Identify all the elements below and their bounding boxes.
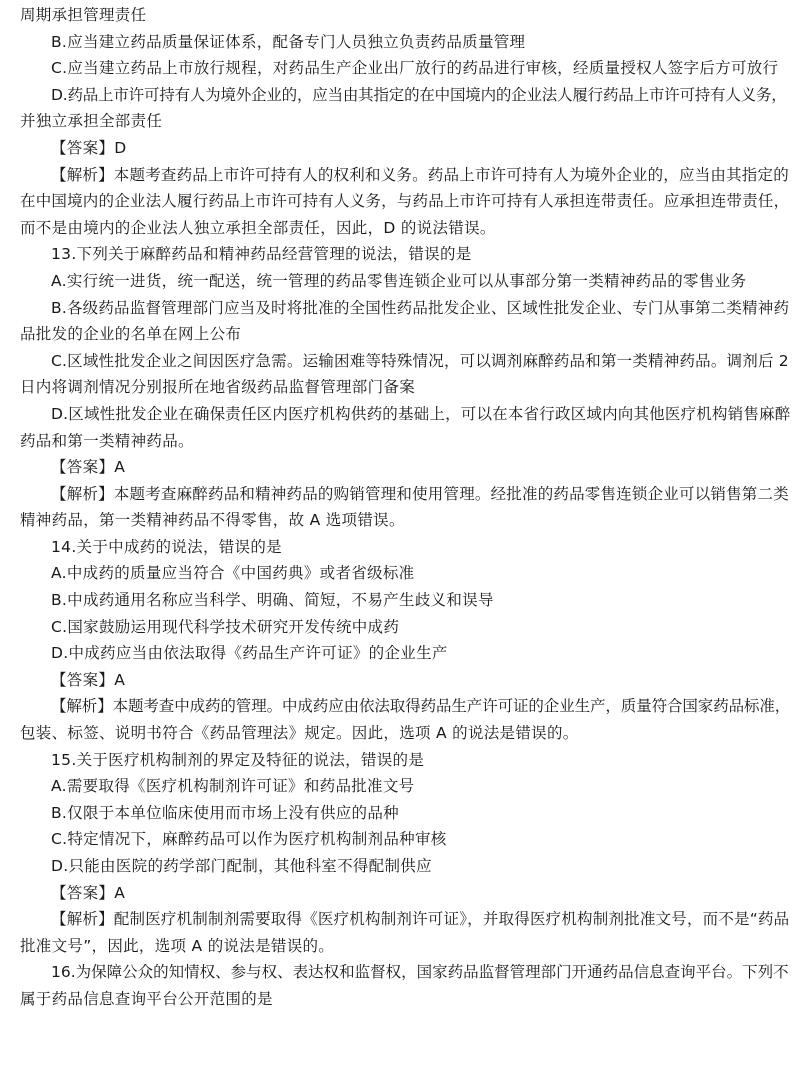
text-line: 【答案】D	[51, 138, 127, 157]
text-line: B.应当建立药品质量保证体系，配备专门人员独立负责药品质量管理	[51, 32, 526, 51]
text-line: 【解析】本题考查中成药的管理。中成药应由依法取得药品生产许可证的企业生产，质量符合国家药品标准，	[51, 697, 790, 716]
text-line: 13.下列关于麻醉药品和精神药品经营管理的说法，错误的是	[51, 245, 472, 264]
text-line: 在中国境内的企业法人履行药品上市许可持有人义务，与药品上市许可持有人承担连带责任。应承担连带责任，	[20, 192, 790, 211]
text-line: 14.关于中成药的说法，错误的是	[51, 537, 282, 556]
text-line: 包装、标签、说明书符合《药品管理法》规定。因此，选项 A 的说法是错误的。	[20, 724, 579, 743]
text-line: D.药品上市许可持有人为境外企业的，应当由其指定的在中国境内的企业法人履行药品上市许可持有人义务，	[51, 85, 787, 104]
document-page	[20, 2, 790, 1013]
text-line: 精神药品，第一类精神药品不得零售，故 A 选项错误。	[20, 511, 405, 530]
text-line: A.实行统一进货，统一配送，统一管理的药品零售连锁企业可以从事部分第一类精神药品的零售业务	[51, 271, 747, 290]
text-line: 周期承担管理责任	[20, 6, 147, 24]
text-line: D.中成药应当由依法取得《药品生产许可证》的企业生产	[51, 644, 448, 663]
text-line: 15.关于医疗机构制剂的界定及特征的说法，错误的是	[51, 750, 425, 769]
text-line: 【答案】A	[51, 883, 126, 902]
text-line: A.需要取得《医疗机构制剂许可证》和药品批准文号	[51, 777, 415, 796]
text-line: B.各级药品监督管理部门应当及时将批准的全国性药品批发企业、区域性批发企业、专门从事第二类精神药	[51, 298, 790, 317]
text-line: C.应当建立药品上市放行规程，对药品生产企业出厂放行的药品进行审核，经质量授权人签字后方可放行	[51, 59, 779, 78]
text-line: 属于药品信息查询平台公开范围的是	[20, 989, 273, 1008]
text-line: A.中成药的质量应当符合《中国药典》或者省级标准	[51, 564, 415, 583]
text-line: 批准文号”，因此，选项 A 的说法是错误的。	[20, 936, 335, 955]
text-line: 【解析】配制医疗机制制剂需要取得《医疗机构制剂许可证》，并取得医疗机构制剂批准文号，而不是“药品	[51, 910, 790, 929]
text-line: 日内将调剂情况分别报所在地省级药品监督管理部门备案	[20, 378, 416, 397]
text-line: 并独立承担全部责任	[20, 112, 163, 131]
text-line: B.仅限于本单位临床使用而市场上没有供应的品种	[51, 803, 399, 822]
text-line: 【解析】本题考查麻醉药品和精神药品的购销管理和使用管理。经批准的药品零售连锁企业可以销售第二类	[51, 484, 789, 503]
text-line: 【答案】A	[51, 458, 126, 477]
text-line: 【答案】A	[51, 670, 126, 689]
text-line: 而不是由境内的企业法人独立承担全部责任，因此，D 的说法错误。	[20, 218, 496, 237]
text-line: C.国家鼓励运用现代科学技术研究开发传统中成药	[51, 617, 400, 636]
text-line: D.只能由医院的药学部门配制，其他科室不得配制供应	[51, 857, 432, 875]
text-line: C.区域性批发企业之间因医疗急需。运输困难等特殊情况，可以调剂麻醉药品和第一类精神药品。调剂后 2	[51, 351, 789, 370]
text-line: 【解析】本题考查药品上市许可持有人的权利和义务。药品上市许可持有人为境外企业的，应当由其指定的	[51, 165, 789, 184]
text-line: D.区域性批发企业在确保责任区内医疗机构供药的基础上，可以在本省行政区域内向其他医疗机构销售麻醉	[51, 404, 790, 423]
text-line: 药品和第一类精神药品。	[20, 431, 194, 450]
text-line: B.中成药通用名称应当科学、明确、简短，不易产生歧义和误导	[51, 591, 494, 610]
text-line: 16.为保障公众的知情权、参与权、表达权和监督权，国家药品监督管理部门开通药品信息查询平台。下列不	[51, 963, 789, 982]
text-line: C.特定情况下，麻醉药品可以作为医疗机构制剂品种审核	[51, 830, 447, 849]
text-line: 品批发的企业的名单在网上公布	[20, 325, 242, 344]
